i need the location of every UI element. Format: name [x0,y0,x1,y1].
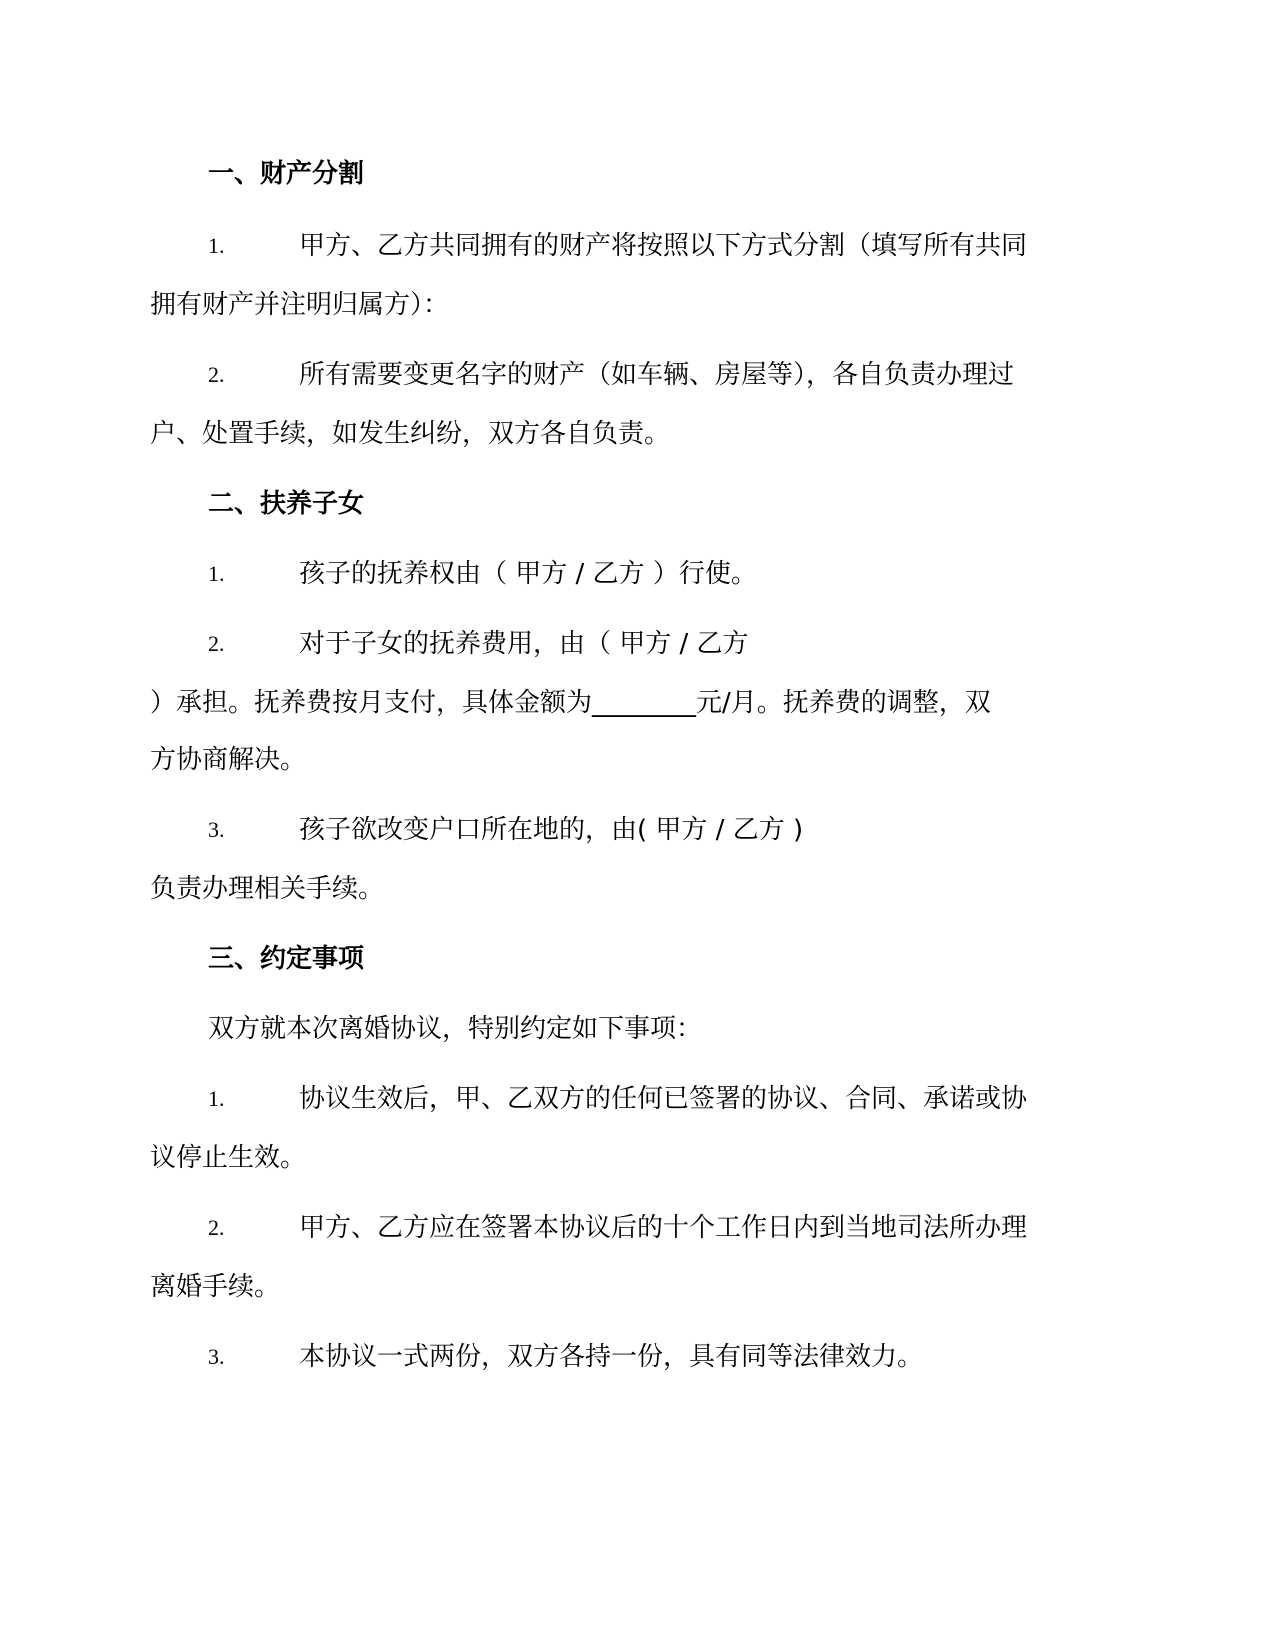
section-1-item-1-number: 1. [208,233,225,258]
section-1-item-2-line-2: 户、处置手续，如发生纠纷，双方各自负责。 [150,419,671,449]
section-2-item-3-line-2: 负责办理相关手续。 [150,874,385,904]
section-1-item-1-line-1: 甲方、乙方共同拥有的财产将按照以下方式分割（填写所有共同 [299,231,1028,261]
section-2-item-1-number: 1. [208,561,225,586]
section-2-item-3-number: 3. [208,817,225,842]
section-3-intro: 双方就本次离婚协议，特别约定如下事项： [208,1014,703,1044]
section-1-item-2-number: 2. [208,362,225,387]
section-3-item-2-line-2: 离婚手续。 [150,1272,281,1302]
section-1-heading: 一、财产分割 [208,159,365,189]
section-1-item-1-line-2: 拥有财产并注明归属方）： [150,290,450,320]
section-3-item-2-line-1: 甲方、乙方应在签署本协议后的十个工作日内到当地司法所办理 [299,1213,1028,1243]
section-3-item-2-number: 2. [208,1215,225,1240]
section-3-item-3-line-1: 本协议一式两份，双方各持一份，具有同等法律效力。 [299,1342,924,1372]
section-3-item-1-number: 1. [208,1086,225,1111]
section-2-item-2-line-2: ）承担。抚养费按月支付，具体金额为________元/月。抚养费的调整，双 [150,688,991,718]
section-2-item-2-number: 2. [208,631,225,656]
section-2-item-1-line-1: 孩子的抚养权由（ 甲方 / 乙方 ）行使。 [299,559,757,589]
section-3-item-1-line-1: 协议生效后，甲、乙双方的任何已签署的协议、合同、承诺或协 [299,1084,1028,1114]
section-2-heading: 二、扶养子女 [208,489,365,519]
section-3-item-3-number: 3. [208,1344,225,1369]
section-3-item-1-line-2: 议停止生效。 [150,1143,307,1173]
section-1-item-2-line-1: 所有需要变更名字的财产（如车辆、房屋等），各自负责办理过 [299,360,1015,390]
section-2-item-3-line-1: 孩子欲改变户口所在地的，由( 甲方 / 乙方 ) [299,815,804,845]
section-3-heading: 三、约定事项 [208,944,365,974]
section-2-item-2-line-3: 方协商解决。 [150,745,307,775]
section-2-item-2-line-1: 对于子女的抚养费用，由（ 甲方 / 乙方 [299,629,749,659]
